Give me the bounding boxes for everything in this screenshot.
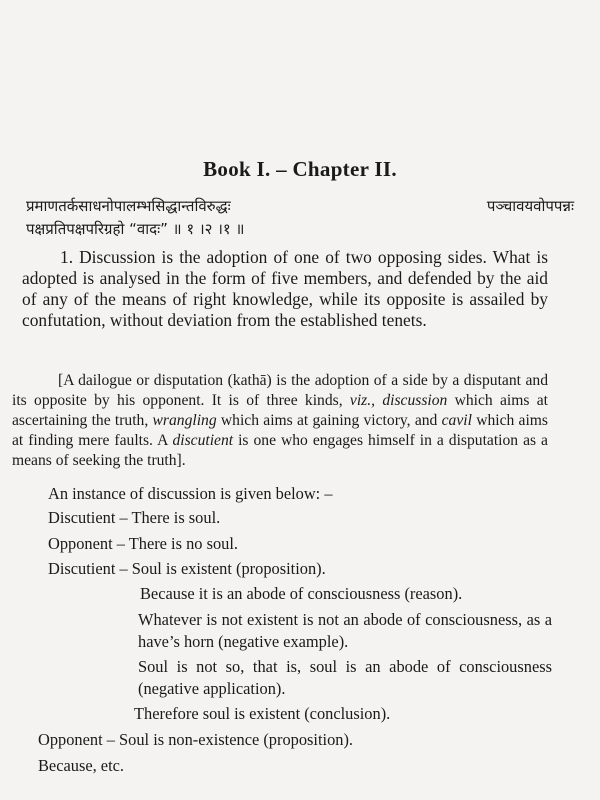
opponent-line-1: Opponent – There is no soul. bbox=[48, 534, 238, 553]
chapter-title: Book I. – Chapter II. bbox=[203, 157, 397, 181]
conclusion-line: Therefore soul is existent (conclusion). bbox=[134, 704, 391, 723]
commentary-part-4: which aims at finding mere faults. A bbox=[12, 412, 549, 449]
negative-example-text: Whatever is not existent is not an abode of consciousness, as a have’s horn (negative example). bbox=[138, 610, 552, 651]
term-viz: viz., bbox=[349, 392, 376, 409]
reason-line: Because it is an abode of consciousness (reason). bbox=[140, 584, 463, 603]
term-cavil: cavil bbox=[441, 412, 472, 429]
commentary-part-3: which aims at gaining victory, and bbox=[220, 412, 438, 429]
commentary-paragraph bbox=[12, 371, 548, 471]
negative-application-text: Soul is not so, that is, soul is an abode of consciousness (negative application). bbox=[138, 657, 552, 698]
term-wrangling: wrangling bbox=[152, 412, 217, 429]
commentary-part-2: which aims at ascertaining the truth, bbox=[12, 392, 549, 429]
sanskrit-sutra-line-2: पक्षप्रतिपक्षपरिग्रहो “वादः” ॥ १ ।२ ।१ ॥ bbox=[26, 220, 245, 238]
definition-text: 1. Discussion is the adoption of one of two opposing sides. What is adopted is analysed in the form of five members, and defended by the aid of any of the means of right knowledge, while its opposite is assailed by confutation, without deviation from the established tenets. bbox=[22, 247, 548, 330]
term-discussion: discussion bbox=[382, 392, 448, 409]
definition-paragraph bbox=[22, 247, 548, 331]
term-discutient: discutient bbox=[172, 432, 234, 449]
discutient-line-1: Discutient – There is soul. bbox=[48, 508, 221, 527]
commentary-part-1: [A dailogue or disputation (kathā) is the adoption of a side by a disputant and its opposite by his opponent. It is of three kinds, bbox=[12, 372, 548, 409]
negative-example-block bbox=[138, 609, 552, 653]
because-etc-line: Because, etc. bbox=[38, 756, 125, 775]
discutient-line-2: Discutient – Soul is existent (proposition). bbox=[48, 559, 326, 578]
sutra-line-1-right: पञ्चावयवोपपन्नः bbox=[486, 197, 574, 215]
negative-application-block bbox=[138, 656, 552, 700]
commentary-text bbox=[12, 371, 548, 471]
sutra-line-1-left: प्रमाणतर्कसाधनोपालम्भसिद्धान्तविरुद्धः bbox=[26, 197, 231, 215]
opponent-line-2: Opponent – Soul is non-existence (proposition). bbox=[38, 730, 354, 749]
commentary-part-5: is one who engages himself in a disputation as a means of seeking the truth]. bbox=[12, 432, 548, 469]
example-intro: An instance of discussion is given below: – bbox=[48, 484, 333, 503]
sanskrit-sutra-line-1 bbox=[26, 195, 574, 217]
